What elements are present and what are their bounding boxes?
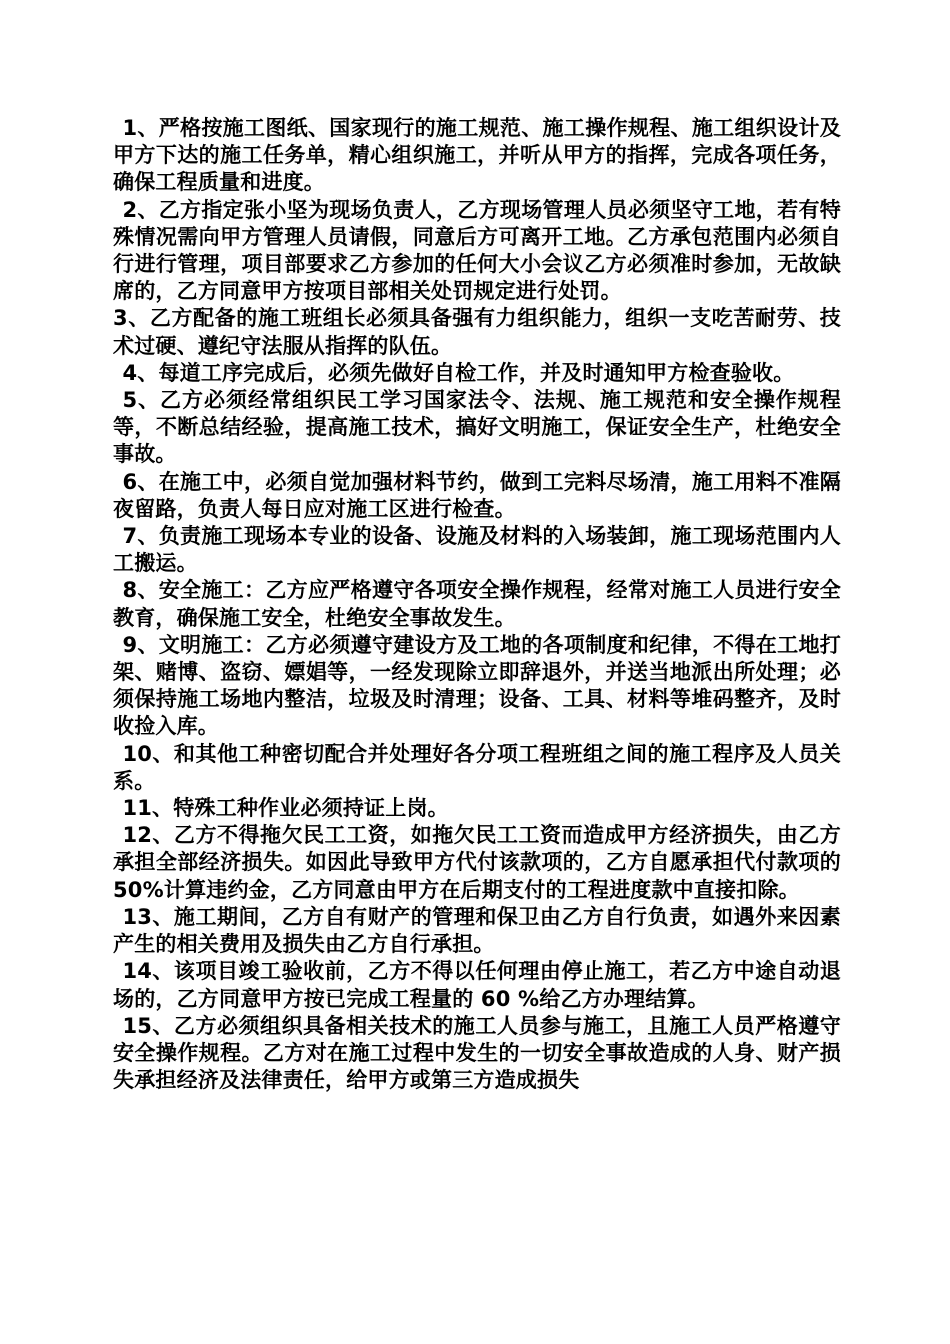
- clause-13: 13、施工期间，乙方自有财产的管理和保卫由乙方自行负责，如遇外来因素产生的相关费用及损失由乙方自行承担。: [113, 904, 841, 957]
- clause-14: 14、该项目竣工验收前，乙方不得以任何理由停止施工，若乙方中途自动退场的，乙方同意甲方按已完成工程量的 60 %给乙方办理结算。: [113, 959, 841, 1011]
- clause-1: 1、严格按施工图纸、国家现行的施工规范、施工操作规程、施工组织设计及甲方下达的施工任务单，精心组织施工，并听从甲方的指挥，完成各项任务，确保工程质量和进度。: [113, 116, 841, 195]
- clause-12: 12、乙方不得拖欠民工工资，如拖欠民工工资而造成甲方经济损失，由乙方承担全部经济损失。如因此导致甲方代付该款项的，乙方自愿承担代付款项的 50%计算违约金，乙方同意由甲方在后期支付的工程进度款中直接扣除。: [113, 823, 841, 902]
- clause-4: 4、每道工序完成后，必须先做好自检工作，并及时通知甲方检查验收。: [122, 360, 795, 385]
- clause-8: 8、安全施工：乙方应严格遵守各项安全操作规程，经常对施工人员进行安全教育，确保施工安全，杜绝安全事故发生。: [113, 578, 841, 630]
- clause-7: 7、负责施工现场本专业的设备、设施及材料的入场装卸，施工现场范围内人工搬运。: [113, 524, 841, 576]
- clause-5: 5、乙方必须经常组织民工学习国家法令、法规、施工规范和安全操作规程等，不断总结经验，提高施工技术，搞好文明施工，保证安全生产，杜绝安全事故。: [113, 388, 841, 467]
- clause-10: 10、和其他工种密切配合并处理好各分项工程班组之间的施工程序及人员关系。: [113, 741, 841, 793]
- clause-11: 11、特殊工种作业必须持证上岗。: [122, 796, 449, 821]
- clause-3: 3、乙方配备的施工班组长必须具备强有力组织能力，组织一支吃苦耐劳、技 术过硬、遵纪守法服从指挥的队伍。: [113, 306, 841, 358]
- clause-2: 2、乙方指定张小坚为现场负责人，乙方现场管理人员必须坚守工地，若有特殊情况需向甲方管理人员请假，同意后方可离开工地。乙方承包范围内必须自行进行管理，项目部要求乙方参加的任何大小会议乙方必须准时参加，无故缺席的，乙方同意甲方按项目部相关处罚规定进行处罚。: [113, 197, 841, 304]
- document-page: [113, 115, 841, 1094]
- clause-6: 6、在施工中，必须自觉加强材料节约，做到工完料尽场清，施工用料不准隔夜留路，负责人每日应对施工区进行检查。: [113, 469, 841, 521]
- clause-15: 15、乙方必须组织具备相关技术的施工人员参与施工，且施工人员严格遵守安全操作规程。乙方对在施工过程中发生的一切安全事故造成的人身、财产损失承担经济及法律责任，给甲方或第三方造成损失: [113, 1013, 841, 1093]
- clause-9: 9、文明施工：乙方必须遵守建设方及工地的各项制度和纪律，不得在工地打架、赌博、盗窃、嫖娼等，一经发现除立即辞退外，并送当地派出所处理；必须保持施工场地内整洁，垃圾及时清理；设备、工具、材料等堆码整齐，及时收捡入库。: [113, 632, 841, 739]
